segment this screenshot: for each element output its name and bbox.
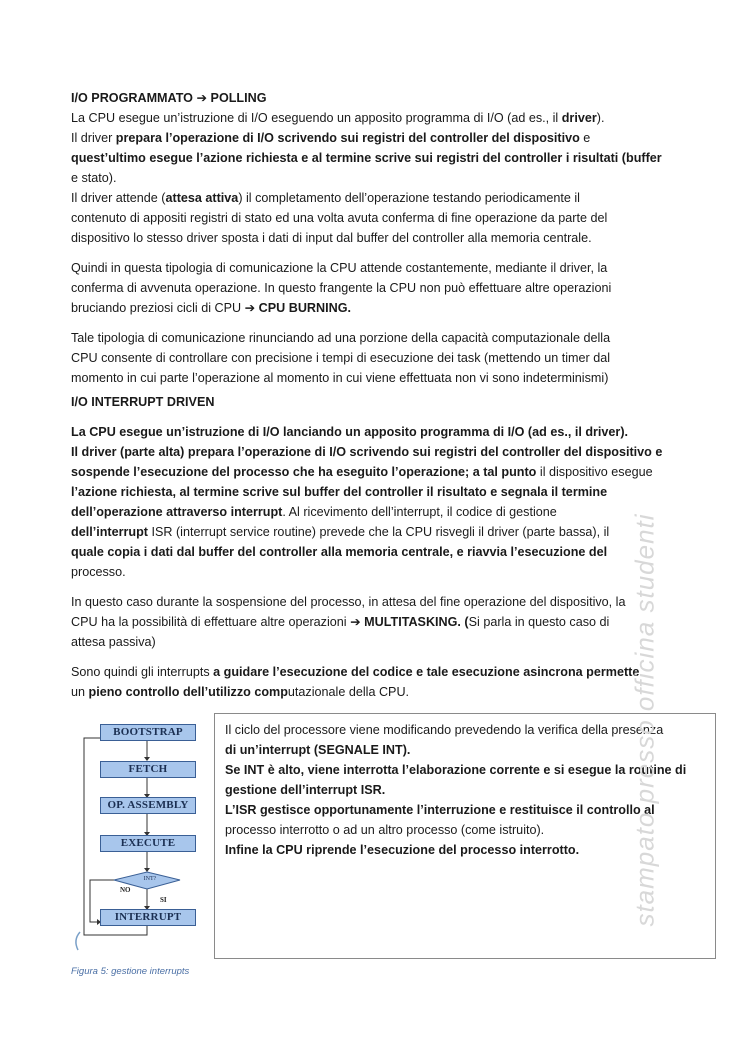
- bold-text: sospende l’esecuzione del processo che ha eseguito l’operazione; a tal punto: [71, 465, 537, 479]
- text-run: dispositivo lo stesso driver sposta i dati di input dal buffer del controller alla memoria centrale.: [71, 231, 592, 245]
- text-run: Il ciclo del processore viene modificando prevedendo la verifica della presenza: [225, 723, 664, 737]
- flow-box-execute: EXECUTE: [100, 835, 196, 852]
- text-run: conferma di avvenuta operazione. In questo frangente la CPU non può effettuare altre operazioni: [71, 281, 612, 295]
- text-run: Quindi in questa tipologia di comunicazione la CPU attende costantemente, mediante il driver, la: [71, 261, 608, 275]
- text-run: ).: [596, 111, 605, 125]
- bold-text: di un’interrupt (SEGNALE INT).: [225, 743, 411, 757]
- text-run: CPU consente di controllare con precisione i tempi di esecuzione dei task (mettendo un timer dal: [71, 351, 611, 365]
- bold-text: ➔: [350, 615, 361, 629]
- paragraph: [71, 662, 677, 702]
- paragraph: [71, 592, 677, 652]
- arrow-icon: ➔: [196, 91, 208, 105]
- text-run: contenuto di appositi registri di stato ed una volta avuta conferma di fine operazione da parte del: [71, 211, 608, 225]
- paragraph: [71, 258, 677, 318]
- bold-text: gestione dell’interrupt ISR.: [225, 783, 386, 797]
- bold-text: MULTITASKING. (: [360, 615, 469, 629]
- bold-text: La CPU esegue un’istruzione di I/O lanciando un apposito programma di I/O (ad es., il driver).: [71, 425, 629, 439]
- bold-text: l’azione richiesta, al termine scrive sul buffer del controller il risultato e segnala il termine: [71, 485, 608, 499]
- label-no: NO: [120, 886, 131, 894]
- text-run: Si parla in questo caso di: [468, 615, 610, 629]
- bold-text: attesa attiva: [165, 191, 239, 205]
- bold-text: dell’operazione attraverso interrupt: [71, 505, 283, 519]
- label-si: SI: [160, 896, 167, 904]
- text-run: il dispositivo esegue: [536, 465, 653, 479]
- paragraph: [71, 422, 677, 582]
- text-run: In questo caso durante la sospensione del processo, in attesa del fine operazione del dispositivo, la: [71, 595, 626, 609]
- text-run: processo.: [71, 565, 126, 579]
- text-run: Tale tipologia di comunicazione rinunciando ad una porzione della capacità computazionale della: [71, 331, 611, 345]
- text-run: un: [71, 685, 89, 699]
- text-run: La CPU esegue un’istruzione di I/O eseguendo un apposito programma di I/O (ad es., il: [71, 111, 562, 125]
- bold-text: dell’interrupt: [71, 525, 148, 539]
- heading-text: I/O PROGRAMMATO: [71, 91, 193, 105]
- section-heading-polling: [71, 88, 677, 108]
- section-heading-interrupt: I/O INTERRUPT DRIVEN: [71, 395, 215, 409]
- processor-cycle-flowchart: [76, 716, 202, 938]
- text-run: . Al ricevimento dell’interrupt, il codice di gestione: [282, 505, 557, 519]
- text-run: Il driver attende (: [71, 191, 166, 205]
- text-run: e stato).: [71, 171, 117, 185]
- text-run: e: [579, 131, 591, 145]
- bold-text: driver: [561, 111, 597, 125]
- bold-text: Se INT è alto, viene interrotta l’elaborazione corrente e si esegue la routine di: [225, 763, 687, 777]
- text-run: utazionale della CPU.: [287, 685, 410, 699]
- paragraph: [71, 108, 677, 248]
- text-run: momento in cui parte l’operazione al momento in cui viene effettuata non vi sono indeterminismi): [71, 371, 609, 385]
- watermark-text: stampato presso officina studenti: [629, 513, 660, 927]
- bold-text: L’ISR gestisce opportunamente l’interruzione e restituisce il controllo al: [225, 803, 655, 817]
- flow-box-bootstrap: BOOTSTRAP: [100, 724, 196, 741]
- text-run: Sono quindi gli interrupts: [71, 665, 214, 679]
- text-run: Il driver: [71, 131, 116, 145]
- bold-text: prepara l’operazione di I/O scrivendo sui registri del controller del dispositivo: [115, 131, 580, 145]
- bold-text: quest’ultimo esegue l’azione richiesta e al termine scrive sui registri del controller i risultati (buffer: [71, 151, 662, 165]
- paragraph: [71, 328, 677, 388]
- flow-box-interrupt: INTERRUPT: [100, 909, 196, 926]
- text-run: ) il completamento dell’operazione testando periodicamente il: [238, 191, 580, 205]
- text-run: bruciando preziosi cicli di CPU: [71, 301, 245, 315]
- bold-text: Il driver (parte alta) prepara l’operazione di I/O scrivendo sui registri del controller del dispositivo e: [71, 445, 663, 459]
- heading-text: POLLING: [210, 91, 267, 105]
- text-run: ISR (interrupt service routine) prevede che la CPU risvegli il driver (parte bassa), il: [147, 525, 610, 539]
- flow-box-fetch: FETCH: [100, 761, 196, 778]
- bold-text: Infine la CPU riprende l’esecuzione del processo interrotto.: [225, 843, 580, 857]
- document-body: [71, 88, 677, 712]
- decision-label: INT?: [143, 876, 157, 882]
- text-run: CPU ha la possibilità di effettuare altre operazioni: [71, 615, 351, 629]
- flowchart-connectors: [76, 716, 202, 938]
- flow-box-op-assembly: OP. ASSEMBLY: [100, 797, 196, 814]
- bracket-mark-icon: [70, 930, 84, 952]
- bold-text: quale copia i dati dal buffer del controller alla memoria centrale, e riavvia l’esecuzione del: [71, 545, 608, 559]
- bold-text: pieno controllo dell’utilizzo comp: [88, 685, 288, 699]
- bold-text: a guidare l’esecuzione del codice e tale esecuzione asincrona permette: [213, 665, 640, 679]
- flowchart-explanation-box: [214, 713, 716, 959]
- bold-text: ➔: [244, 301, 256, 315]
- figure-caption: Figura 5: gestione interrupts: [71, 966, 190, 977]
- bold-text: CPU BURNING.: [255, 301, 352, 315]
- text-run: attesa passiva): [71, 635, 156, 649]
- text-run: processo interrotto o ad un altro processo (come istruito).: [225, 823, 545, 837]
